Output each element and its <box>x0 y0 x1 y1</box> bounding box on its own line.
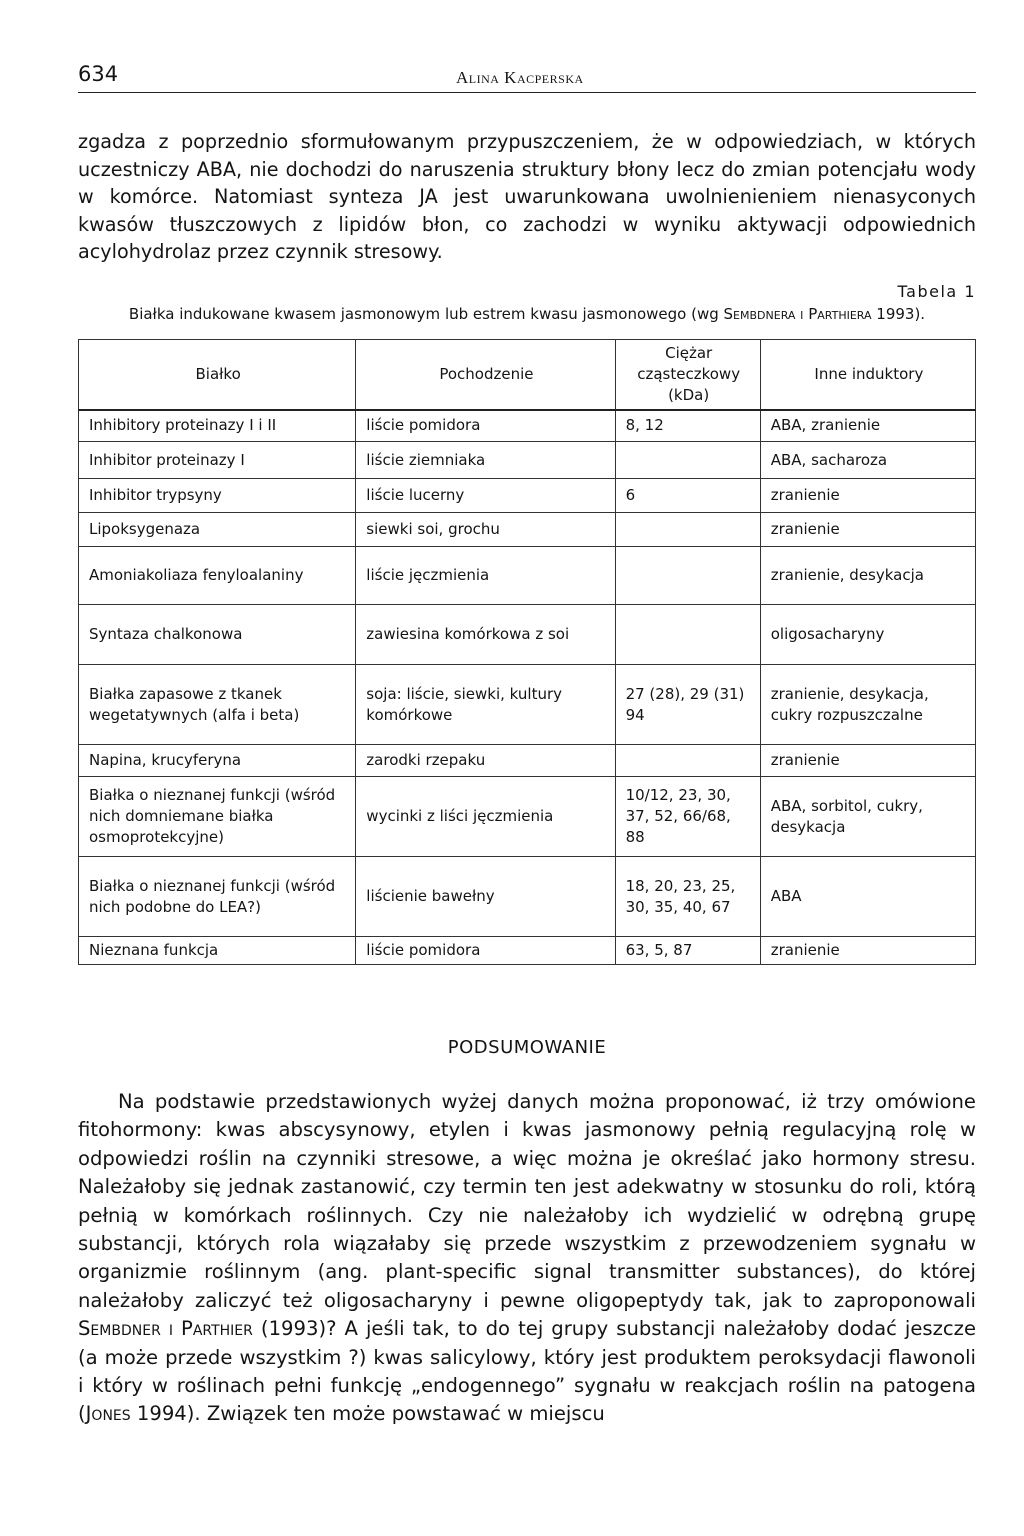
cell-weight <box>615 547 760 605</box>
paragraph-2-text-3: 1994). Związek ten może powstawać w miejscu <box>130 1402 605 1426</box>
cell-origin: wycinki z liści jęczmienia <box>356 777 615 857</box>
col-header-weight: Ciężar cząsteczkowy (kDa) <box>615 339 760 410</box>
table-row <box>79 665 976 745</box>
running-head-author: Alina Kacperska <box>456 68 584 87</box>
cell-inducers: zranienie <box>760 937 975 965</box>
cell-protein: Nieznana funkcja <box>79 937 356 965</box>
table-caption-year: 1993). <box>871 304 926 323</box>
col-header-inducers: Inne induktory <box>760 339 975 410</box>
table-row <box>79 745 976 777</box>
table-row <box>79 479 976 513</box>
protein-table <box>78 339 976 966</box>
table-caption-text: Białka indukowane kwasem jasmonowym lub estrem kwasu jasmonowego (wg <box>128 304 724 323</box>
cell-origin: zarodki rzepaku <box>356 745 615 777</box>
col-header-protein: Białko <box>79 339 356 410</box>
cell-origin: liście jęczmienia <box>356 547 615 605</box>
cell-protein: Amoniakoliaza fenyloalaniny <box>79 547 356 605</box>
table-row <box>79 857 976 937</box>
cell-weight: 6 <box>615 479 760 513</box>
cell-origin: liście lucerny <box>356 479 615 513</box>
cell-origin: zawiesina komórkowa z soi <box>356 605 615 665</box>
cell-protein: Inhibitor trypsyny <box>79 479 356 513</box>
cell-weight <box>615 442 760 479</box>
cell-protein: Białka o nieznanej funkcji (wśród nich podobne do LEA?) <box>79 857 356 937</box>
paragraph-2-text-1: Na podstawie przedstawionych wyżej danych można proponować, iż trzy omówione fitohormony: kwas abscysynowy, etylen i kwas jasmonowy pełnią regulacyjną rolę w odpowiedzi roślin na czynniki stresowe, a więc można je określać jako hormony stresu. Należałoby się jednak zastanowić, czy termin ten jest adekwatny w stosunku do roli, którą pełnią w komórkach roślinnych. Czy nie należałoby ich wydzielić w odrębną grupę substancji, których rola wiązałaby się przede wszystkim z przewodzeniem sygnału w organizmie roślinnym (ang. plant-specific signal transmitter substances), do której należałoby zaliczyć też oligosacharyny i pewne oligopeptydy tak, jak to zaproponowali <box>78 1090 976 1312</box>
table-row <box>79 547 976 605</box>
cell-inducers: oligosacharyny <box>760 605 975 665</box>
cell-protein: Białka zapasowe z tkanek wegetatywnych (alfa i beta) <box>79 665 356 745</box>
cell-origin: siewki soi, grochu <box>356 513 615 547</box>
cell-origin: liścienie bawełny <box>356 857 615 937</box>
cell-protein: Syntaza chalkonowa <box>79 605 356 665</box>
table-body <box>79 410 976 965</box>
cell-protein: Napina, krucyferyna <box>79 745 356 777</box>
section-heading: PODSUMOWANIE <box>447 1037 607 1058</box>
citation-sembdner-parthier: Sembdner i Parthier <box>78 1317 253 1341</box>
table-row <box>79 410 976 442</box>
table-row <box>79 442 976 479</box>
paragraph-1: zgadza z poprzednio sformułowanym przypuszczeniem, że w odpowiedziach, w których uczestniczy ABA, nie dochodzi do naruszenia struktury błony lecz do zmian potencjału wody w komórce. Natomiast synteza JA jest uwarunkowana uwolnienieniem nienasyconych kwasów tłuszczowych z lipidów błon, co zachodzi w wyniku aktywacji odpowiednich acylohydrolaz przez czynnik stresowy. <box>78 130 976 263</box>
paragraph-2-text-2: (1993)? A jeśli tak, to do tej grupy substancji należałoby dodać jeszcze (a może przede wszystkim ?) kwas salicylowy, który jest produktem peroksydacji flawonoli i który w roślinach pełni funkcję „endogennego” sygnału w reakcjach roślin na patogena ( <box>78 1317 976 1426</box>
running-head <box>78 58 976 93</box>
citation-jones: Jones <box>85 1402 131 1426</box>
cell-inducers: zranienie <box>760 745 975 777</box>
page-number: 634 <box>78 62 119 86</box>
cell-weight: 27 (28), 29 (31) 94 <box>615 665 760 745</box>
cell-weight <box>615 745 760 777</box>
cell-inducers: ABA <box>760 857 975 937</box>
cell-protein: Lipoksygenaza <box>79 513 356 547</box>
cell-weight <box>615 605 760 665</box>
cell-weight <box>615 513 760 547</box>
cell-inducers: zranienie, desykacja <box>760 547 975 605</box>
cell-weight: 63, 5, 87 <box>615 937 760 965</box>
cell-inducers: zranienie, desykacja, cukry rozpuszczalne <box>760 665 975 745</box>
col-header-origin: Pochodzenie <box>356 339 615 410</box>
table-row <box>79 937 976 965</box>
page <box>78 58 976 1429</box>
cell-inducers: ABA, sorbitol, cukry, desykacja <box>760 777 975 857</box>
cell-protein: Białka o nieznanej funkcji (wśród nich domniemane białka osmoprotekcyjne) <box>79 777 356 857</box>
table-caption <box>78 303 976 325</box>
table-row <box>79 777 976 857</box>
table-label: Tabela 1 <box>897 281 976 301</box>
table-row <box>79 513 976 547</box>
cell-protein: Inhibitor proteinazy I <box>79 442 356 479</box>
table-caption-authors: Sembdnera i Parthiera <box>723 304 872 323</box>
cell-protein: Inhibitory proteinazy I i II <box>79 410 356 442</box>
paragraph-2 <box>78 1088 976 1429</box>
table-header-row <box>79 339 976 410</box>
cell-inducers: ABA, sacharoza <box>760 442 975 479</box>
cell-inducers: ABA, zranienie <box>760 410 975 442</box>
table-row <box>79 605 976 665</box>
cell-weight: 18, 20, 23, 25, 30, 35, 40, 67 <box>615 857 760 937</box>
cell-weight: 10/12, 23, 30, 37, 52, 66/68, 88 <box>615 777 760 857</box>
cell-origin: liście pomidora <box>356 410 615 442</box>
cell-inducers: zranienie <box>760 479 975 513</box>
cell-inducers: zranienie <box>760 513 975 547</box>
cell-origin: liście pomidora <box>356 937 615 965</box>
cell-origin: liście ziemniaka <box>356 442 615 479</box>
cell-origin: soja: liście, siewki, kultury komórkowe <box>356 665 615 745</box>
cell-weight: 8, 12 <box>615 410 760 442</box>
